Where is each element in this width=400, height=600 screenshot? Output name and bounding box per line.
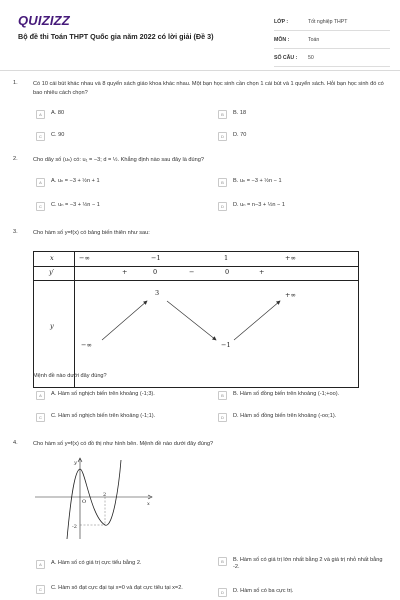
option-text: D. uₙ = n−3 + ½n − 1 xyxy=(233,202,285,208)
variation-table xyxy=(33,251,359,388)
option-letter: C xyxy=(36,202,45,211)
option-letter: C xyxy=(36,413,45,422)
arrow-up xyxy=(234,301,280,340)
sign-value: + xyxy=(259,268,265,276)
sign-value: + xyxy=(122,268,128,276)
option-c[interactable] xyxy=(36,132,64,143)
sign-value: 0 xyxy=(225,268,230,276)
option-text: B. Hàm số có giá trị lớn nhất bằng 2 và giá trị nhỏ nhất bằng -2. xyxy=(233,557,383,570)
x-value: 1 xyxy=(224,254,229,262)
option-letter: A xyxy=(36,110,45,119)
meta-row-class xyxy=(274,13,390,31)
meta-row-count xyxy=(274,49,390,67)
option-d[interactable] xyxy=(218,413,336,424)
variation-arrows xyxy=(34,252,358,387)
x-value: −∞ xyxy=(79,254,90,262)
x-value: +∞ xyxy=(285,254,296,262)
question-number: 3. xyxy=(13,229,18,235)
option-text: C. Hàm số đạt cực đại tại x=0 và đạt cực tiểu tại x=2. xyxy=(51,585,183,591)
sign-value: 0 xyxy=(153,268,158,276)
x-value: −1 xyxy=(151,254,161,262)
meta-label: LỚP : xyxy=(274,18,289,25)
option-text: B. uₙ = −3 + ½n − 1 xyxy=(233,178,282,184)
row-label-x: x xyxy=(50,254,54,262)
question-text: Có 10 cái bút khác nhau và 8 quyển sách giáo khoa khác nhau. Một bạn học sinh cần chọn 1 cái bút và 1 quyển sách. Hỏi bạn học sinh đó có bao nhiêu cách chọn? xyxy=(33,81,384,96)
option-text: C. 90 xyxy=(51,132,65,138)
header-divider xyxy=(0,70,400,71)
option-d[interactable] xyxy=(218,588,293,599)
option-text: A. 80 xyxy=(51,110,65,116)
tick-label-neg2: -2 xyxy=(72,524,77,530)
row-label-y: y xyxy=(50,322,54,330)
option-text: D. 70 xyxy=(233,132,247,138)
y-value: +∞ xyxy=(285,291,296,299)
option-b[interactable] xyxy=(218,110,246,121)
arrow-down xyxy=(167,301,216,340)
option-letter: C xyxy=(36,132,45,141)
option-c[interactable] xyxy=(36,585,206,600)
option-letter: B xyxy=(218,110,227,119)
meta-row-subject xyxy=(274,31,390,49)
option-a[interactable] xyxy=(36,110,64,121)
option-d[interactable] xyxy=(218,202,285,213)
sign-value: − xyxy=(189,268,195,276)
option-text: B. 18 xyxy=(233,110,247,116)
document-title: Bộ đề thi Toán THPT Quốc gia năm 2022 có lời giải (Đề 3) xyxy=(18,32,214,41)
option-letter: A xyxy=(36,560,45,569)
option-text: A. Hàm số nghịch biến trên khoảng (-1;3). xyxy=(51,391,155,397)
question-3-prompt: Mệnh đề nào dưới đây đúng? xyxy=(33,373,107,379)
option-letter: D xyxy=(218,132,227,141)
option-letter: B xyxy=(218,391,227,400)
option-letter: D xyxy=(218,413,227,422)
option-letter: C xyxy=(36,585,45,594)
question-text: Cho dãy số (uₙ) có: u₁ = −3; d = ½. Khẳng định nào sau đây là đúng? xyxy=(33,157,204,163)
arrow-up xyxy=(102,301,147,340)
y-value: 3 xyxy=(155,289,160,297)
option-letter: A xyxy=(36,391,45,400)
question-number: 2. xyxy=(13,156,18,162)
y-value: −∞ xyxy=(81,341,92,349)
option-letter: B xyxy=(218,557,227,566)
option-text: D. Hàm số đồng biến trên khoảng (-oo;1). xyxy=(233,413,337,419)
option-text: C. uₙ = −3 + ½n − 1 xyxy=(51,202,100,208)
option-text: C. Hàm số nghịch biến trên khoảng (-1;1). xyxy=(51,413,156,419)
meta-table xyxy=(274,13,390,67)
option-c[interactable] xyxy=(36,202,100,213)
origin-label: O xyxy=(82,499,87,505)
x-axis-label: x xyxy=(147,501,150,507)
question-number: 1. xyxy=(13,80,18,86)
meta-value: Toán xyxy=(308,36,320,43)
option-letter: D xyxy=(218,202,227,211)
tick-label-2: 2 xyxy=(103,492,107,498)
option-b[interactable] xyxy=(218,178,282,189)
meta-value: Tốt nghiệp THPT xyxy=(308,18,348,25)
option-d[interactable] xyxy=(218,132,246,143)
option-a[interactable] xyxy=(36,391,155,402)
y-axis-label: y xyxy=(74,460,77,466)
option-letter: B xyxy=(218,178,227,187)
option-c[interactable] xyxy=(36,413,155,424)
option-text: A. Hàm số có giá trị cực tiểu bằng 2. xyxy=(51,560,142,566)
y-value: −1 xyxy=(221,341,231,349)
quizizz-logo: QUIZIZZ xyxy=(18,13,70,28)
meta-label: MÔN : xyxy=(274,36,290,43)
meta-value: 50 xyxy=(308,54,314,61)
function-graph xyxy=(35,455,155,540)
row-label-yprime: y′ xyxy=(49,268,55,276)
option-letter: A xyxy=(36,178,45,187)
option-b[interactable] xyxy=(218,391,339,402)
option-a[interactable] xyxy=(36,178,100,189)
meta-label: SỐ CÂU : xyxy=(274,54,298,61)
option-a[interactable] xyxy=(36,560,142,571)
option-letter: D xyxy=(218,588,227,597)
question-text: Cho hàm số y=f(x) có đồ thị như hình bên. Mệnh đề nào dưới đây đúng? xyxy=(33,441,214,447)
option-text: B. Hàm số đồng biến trên khoảng (-1;+oo). xyxy=(233,391,340,397)
question-number: 4. xyxy=(13,440,18,446)
option-text: D. Hàm số có ba cực trị. xyxy=(233,588,294,594)
option-text: A. uₙ = −3 + ½n + 1 xyxy=(51,178,100,184)
question-text: Cho hàm số y=f(x) có bảng biến thiên như sau: xyxy=(33,230,150,236)
option-b[interactable] xyxy=(218,557,388,575)
